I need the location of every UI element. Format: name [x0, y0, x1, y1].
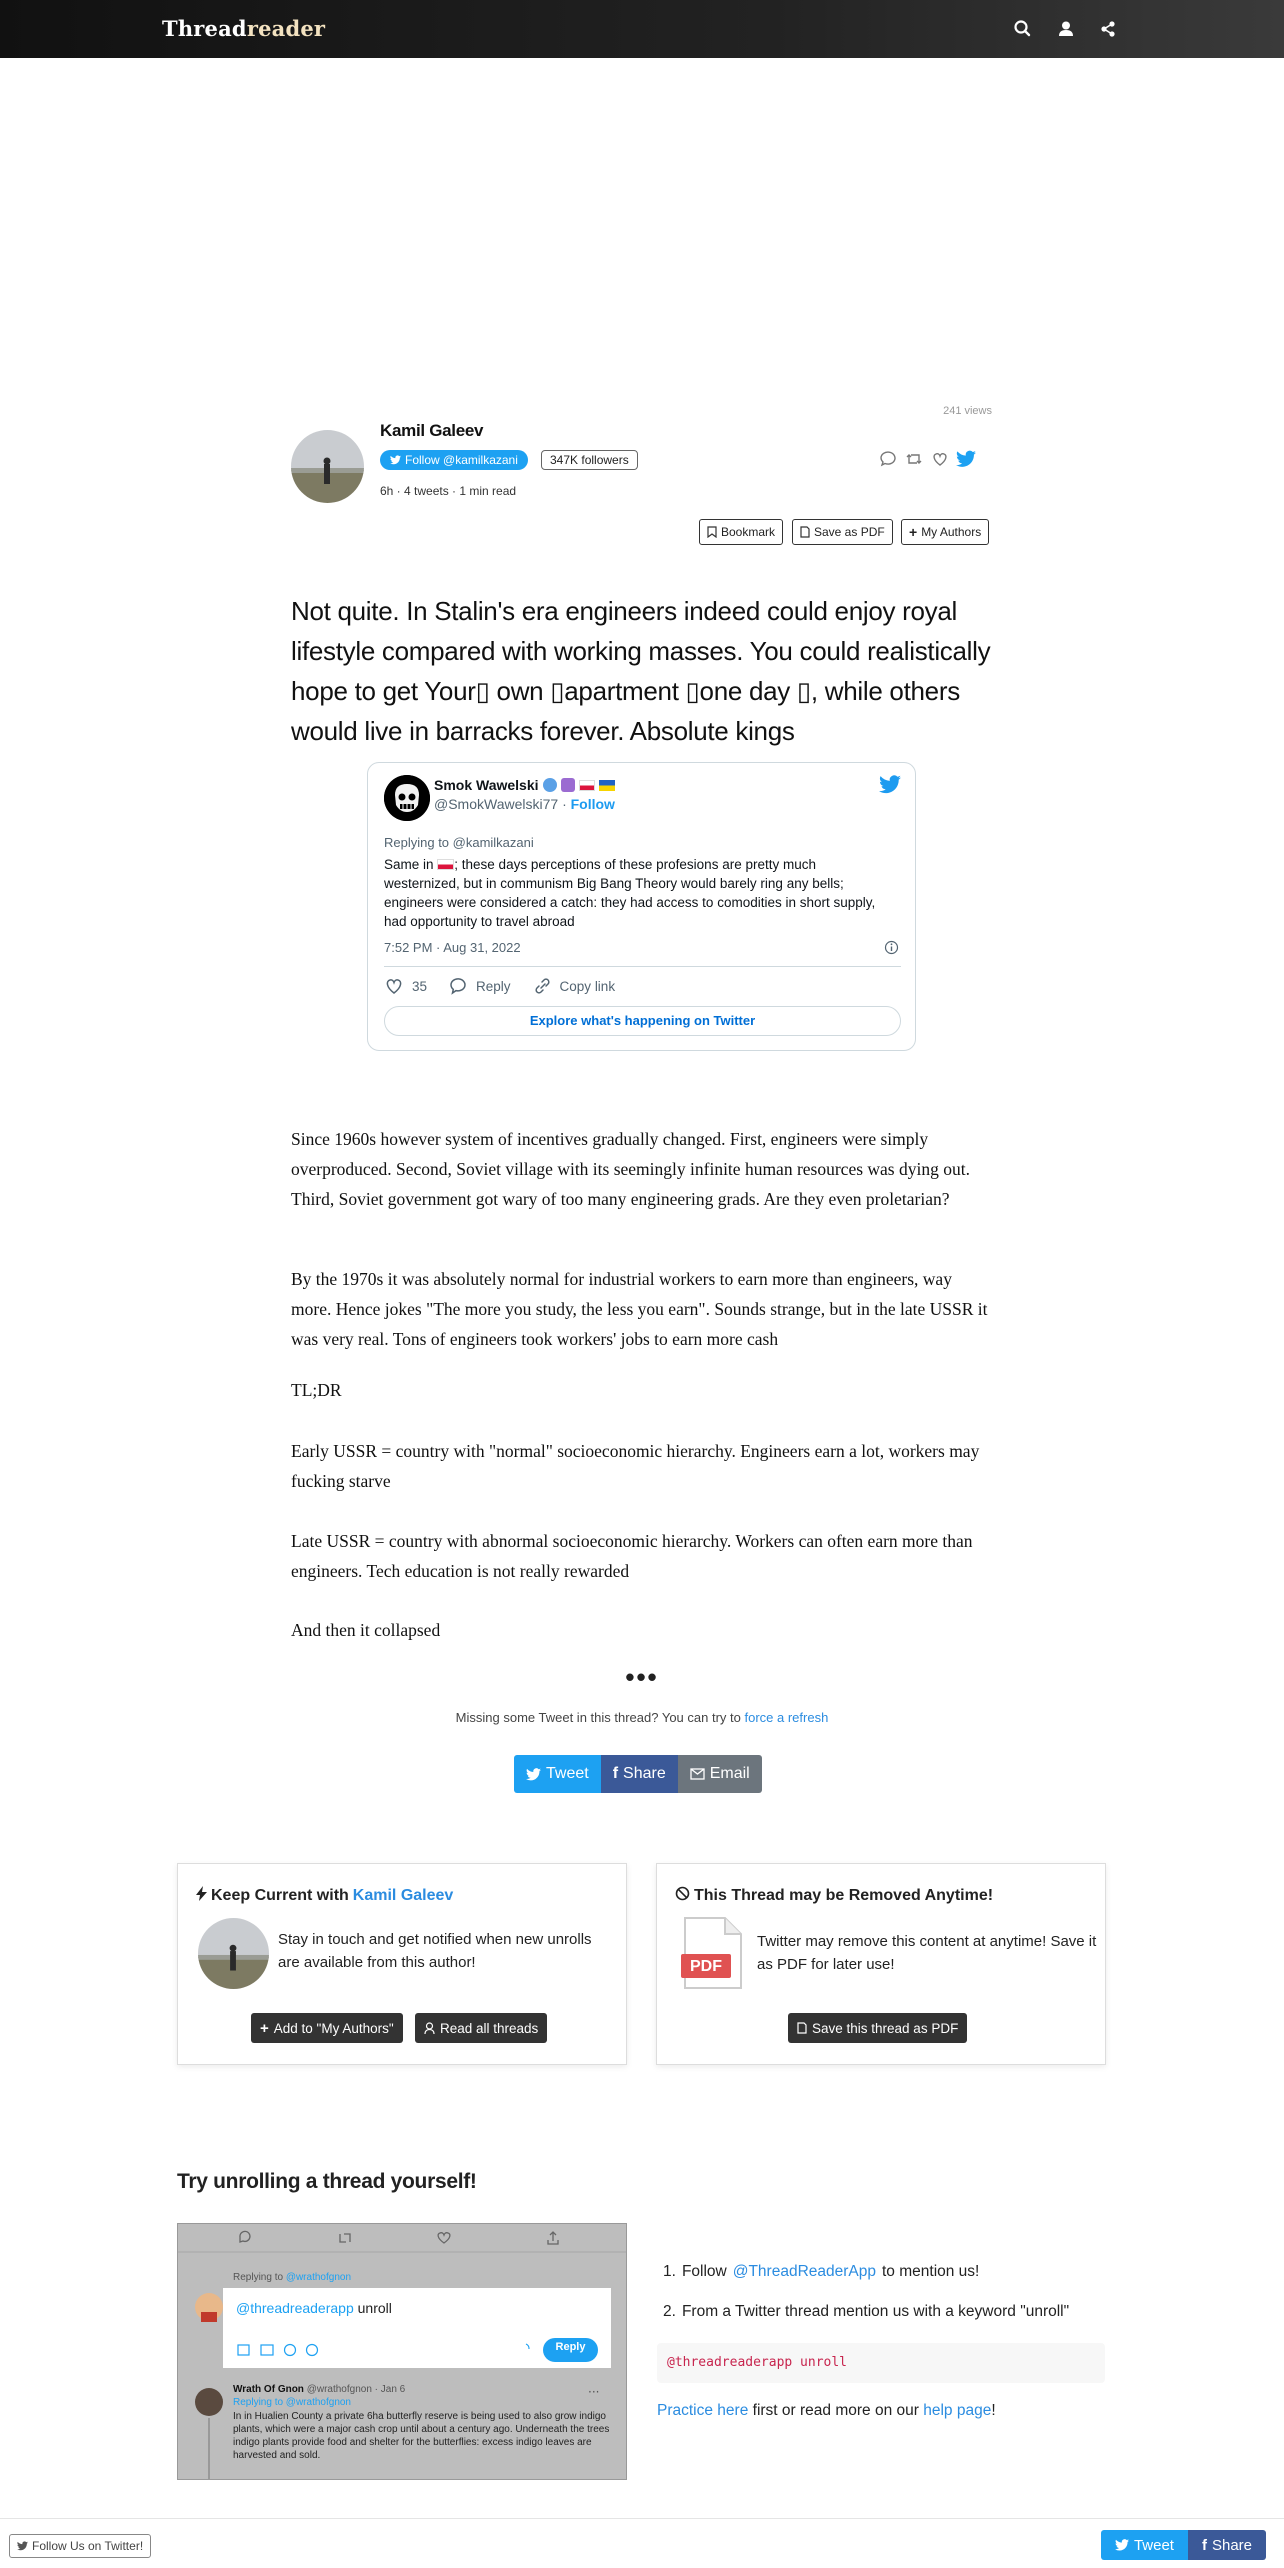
threadreaderapp-link[interactable]: @ThreadReaderApp — [732, 2263, 876, 2280]
poland-flag-icon — [437, 859, 454, 870]
force-refresh-link[interactable]: force a refresh — [744, 1710, 829, 1725]
demo-replying-to — [233, 2272, 351, 2283]
missing-tweet-notice — [0, 1710, 1284, 1725]
step-1-post: to mention us! — [882, 2263, 980, 2280]
author-name[interactable]: Kamil Galeev — [380, 421, 484, 440]
practice-end-text: ! — [991, 2402, 996, 2419]
keep-current-card — [177, 1863, 627, 2065]
tweet-action-bar — [384, 977, 615, 995]
demo-tweet-text: In in Hualien County a private 6ha butterfly reserve is being used to also grow indigo plants, which were a major cash crop until about a century ago. Underneath the trees indigo plants provide food and shelter for the butterflies: excess indigo leaves are harvested and sold. — [233, 2411, 610, 2461]
tweet-handle-dot: · — [562, 796, 567, 812]
unroll-steps — [663, 2263, 1069, 2343]
tweet-copy-link-label: Copy link — [559, 978, 616, 994]
my-authors-label: My Authors — [921, 525, 982, 539]
tweet-reply-button[interactable] — [449, 977, 511, 995]
thread-removed-card — [656, 1863, 1106, 2065]
unroll-demo-image — [177, 2223, 627, 2480]
step-2-number: 2. — [663, 2303, 676, 2320]
twitter-bird-icon — [1115, 2539, 1129, 2551]
step-1-pre: Follow — [681, 2263, 727, 2280]
tweet-author-avatar[interactable] — [384, 775, 430, 821]
thread-end-dots: ••• — [625, 1662, 659, 1692]
facebook-icon: f — [1201, 2536, 1207, 2554]
demo-author-name: Wrath Of Gnon — [233, 2384, 304, 2395]
demo-reply-button: Reply — [555, 2341, 586, 2353]
file-pdf-icon — [800, 526, 810, 538]
thread-paragraph-3: TL;DR — [291, 1380, 342, 1400]
tweet-follow-link[interactable]: Follow — [570, 796, 615, 812]
reply-icon — [449, 977, 468, 995]
author-avatar[interactable] — [291, 430, 364, 503]
search-icon[interactable] — [1010, 16, 1036, 42]
footer-facebook-button[interactable] — [1188, 2530, 1266, 2560]
footer-tweet-label: Tweet — [1133, 2536, 1174, 2554]
twitter-bird-icon — [526, 1768, 541, 1781]
demo-replying-handle: @wrathofgnon — [285, 2272, 352, 2283]
facebook-share-button[interactable] — [601, 1755, 678, 1793]
thread-paragraph-1: Since 1960s however system of incentives gradually changed. First, engineers were simply overproduced. Second, Soviet village with its seemingly infinite human resources was dying out. Third, Soviet government got wary of too many engineering grads. Are they even proletarian? — [291, 1129, 970, 1209]
file-pdf-icon — [797, 2022, 807, 2034]
demo-input-mention: @threadreaderapp — [236, 2300, 354, 2316]
try-unrolling-title: Try unrolling a thread yourself! — [177, 2170, 477, 2193]
save-pdf-button[interactable] — [792, 519, 893, 545]
add-to-my-authors-label: Add to "My Authors" — [273, 2020, 394, 2036]
tweet-share-button[interactable] — [514, 1755, 601, 1793]
tweet-copy-link-button[interactable] — [533, 977, 616, 995]
keep-current-avatar[interactable] — [198, 1918, 269, 1989]
twitter-bird-icon[interactable] — [879, 775, 901, 799]
footer-share-label: Share — [1211, 2536, 1252, 2554]
heart-icon — [384, 977, 404, 995]
tweet-reply-label: Reply — [476, 978, 511, 994]
link-icon — [533, 977, 552, 995]
unroll-step-1 — [663, 2263, 1069, 2281]
my-authors-button[interactable] — [901, 519, 989, 545]
tweet-actions — [878, 449, 976, 469]
save-thread-pdf-label: Save this thread as PDF — [812, 2020, 959, 2036]
tweet-author-name[interactable] — [434, 777, 615, 793]
bookmark-icon — [707, 526, 717, 538]
bookmark-button[interactable] — [699, 519, 783, 545]
explore-twitter-button[interactable]: Explore what's happening on Twitter — [384, 1006, 901, 1036]
thread-paragraph-6: And then it collapsed — [291, 1620, 441, 1640]
email-share-label: Email — [709, 1765, 750, 1782]
practice-here-link[interactable]: Practice here — [657, 2402, 749, 2419]
svg-text:···: ··· — [588, 2385, 600, 2399]
pdf-file-icon — [681, 1916, 745, 1991]
follow-author-button[interactable] — [380, 450, 528, 470]
read-all-threads-button[interactable] — [415, 2013, 547, 2043]
ban-icon — [675, 1886, 690, 1906]
page-footer — [0, 2518, 1284, 2568]
follow-us-button[interactable] — [9, 2534, 151, 2558]
tweet-author-handle — [434, 796, 615, 812]
user-icon[interactable] — [1053, 16, 1079, 42]
embedded-tweet[interactable] — [367, 762, 916, 1051]
follow-author-label: Follow @kamilkazani — [405, 453, 518, 467]
demo-author-handle: @wrathofgnon · Jan 6 — [306, 2384, 406, 2395]
bolt-icon — [196, 1886, 207, 1906]
help-page-link[interactable]: help page — [923, 2402, 992, 2419]
footer-tweet-button[interactable] — [1101, 2530, 1188, 2560]
envelope-icon — [690, 1768, 705, 1780]
reply-icon[interactable] — [878, 449, 898, 469]
view-count: 241 views — [943, 405, 992, 417]
thread-meta: 6h · 4 tweets · 1 min read — [380, 484, 517, 498]
thread-paragraph-2: By the 1970s it was absolutely normal for industrial workers to earn more than engineers, way more. Hence jokes "The more you study, the less you earn". Sounds strange, but in the late USSR it was very real. Tons of engineers took workers' jobs to earn more cash — [291, 1269, 988, 1349]
thread-paragraph-5: Late USSR = country with abnormal socioeconomic hierarchy. Workers can often earn more than engineers. Tech education is not really rewarded — [291, 1531, 973, 1581]
poland-flag-icon — [579, 780, 595, 791]
share-buttons — [514, 1755, 762, 1793]
thread-removed-text: Twitter may remove this content at anytime! Save it as PDF for later use! — [757, 1933, 1097, 1973]
share-icon[interactable] — [1095, 16, 1121, 42]
like-icon[interactable] — [930, 449, 950, 469]
step-2-text: From a Twitter thread mention us with a keyword "unroll" — [681, 2303, 1070, 2320]
tweet-text-rest: ; these days perceptions of these profesions are pretty much westernized, but in communism Big Bang Theory would barely ring any bells; engineers were considered a catch: they had access to comodities in short supply, had opportunity to travel abroad — [384, 857, 876, 929]
tweet-text — [384, 855, 884, 931]
demo-tweet-input — [236, 2300, 392, 2316]
demo-replying-to-2: Replying to @wrathofgnon — [233, 2397, 351, 2408]
tweet-replying-to: Replying to @kamilkazani — [384, 835, 534, 850]
keep-current-text: Stay in touch and get notified when new unrolls are available from this author! — [278, 1931, 592, 1971]
practice-line — [657, 2402, 996, 2420]
top-navbar — [0, 0, 1284, 58]
plus-icon: + — [909, 524, 918, 540]
save-pdf-label: Save as PDF — [814, 525, 885, 539]
thread-lead-tweet: Not quite. In Stalin's era engineers indeed could enjoy royal lifestyle compared with working masses. You could realistically hope to get Your▯ own ▯apartment ▯one day ▯, while others would live in barracks forever. Absolute kings — [291, 596, 991, 746]
globe-emoji-icon — [543, 778, 557, 792]
missing-tweet-text: Missing some Tweet in this thread? You can try to — [455, 1710, 741, 1725]
tweet-handle-text: @SmokWawelski77 — [434, 796, 559, 812]
twitter-bird-icon — [17, 2541, 28, 2551]
followers-count: 347K followers — [541, 450, 638, 470]
user-icon — [424, 2022, 435, 2035]
twitter-bird-icon — [390, 455, 401, 465]
footer-share-buttons — [1101, 2530, 1266, 2560]
follow-us-label: Follow Us on Twitter! — [32, 2539, 144, 2553]
thread-paragraph-4: Early USSR = country with "normal" socioeconomic hierarchy. Engineers earn a lot, workers may fucking starve — [291, 1441, 980, 1491]
facebook-share-label: Share — [623, 1765, 666, 1782]
tweet-text-start: Same in — [384, 857, 438, 872]
save-thread-pdf-button[interactable] — [788, 2013, 967, 2043]
email-share-button[interactable] — [678, 1755, 762, 1793]
unroll-command-code: @threadreaderapp unroll — [657, 2343, 1105, 2383]
ukraine-flag-icon — [599, 780, 615, 791]
atom-emoji-icon — [561, 778, 575, 792]
keep-current-title-text: Keep Current with — [211, 1887, 349, 1904]
demo-replying-pre: Replying to — [233, 2272, 284, 2283]
tweet-author-name-text: Smok Wawelski — [434, 777, 539, 793]
facebook-icon: f — [612, 1765, 619, 1782]
pdf-badge-text: PDF — [690, 1958, 722, 1975]
tweet-timestamp[interactable]: 7:52 PM · Aug 31, 2022 — [384, 940, 521, 955]
brand-logo[interactable]: Threadreader — [162, 16, 326, 41]
practice-mid-text: first or read more on our — [752, 2402, 919, 2419]
retweet-icon[interactable] — [904, 449, 924, 469]
demo-tweet-author — [233, 2384, 405, 2395]
twitter-link-icon[interactable] — [956, 450, 976, 468]
info-icon[interactable] — [884, 940, 899, 960]
thread-removed-title-text: This Thread may be Removed Anytime! — [694, 1887, 994, 1904]
plus-icon: + — [260, 2019, 269, 2037]
tweet-like-button[interactable] — [384, 977, 427, 995]
add-to-my-authors-button[interactable] — [251, 2013, 403, 2043]
demo-input-word: unroll — [357, 2300, 392, 2316]
bookmark-label: Bookmark — [721, 525, 776, 539]
unroll-step-2 — [663, 2303, 1069, 2321]
tweet-like-count: 35 — [412, 978, 428, 994]
tweet-divider — [384, 966, 901, 967]
tweet-share-label: Tweet — [546, 1765, 589, 1782]
keep-current-title — [196, 1886, 453, 1906]
step-1-number: 1. — [663, 2263, 676, 2280]
thread-removed-title — [675, 1886, 993, 1906]
read-all-threads-label: Read all threads — [440, 2020, 539, 2036]
keep-current-author-link[interactable]: Kamil Galeev — [352, 1887, 454, 1904]
